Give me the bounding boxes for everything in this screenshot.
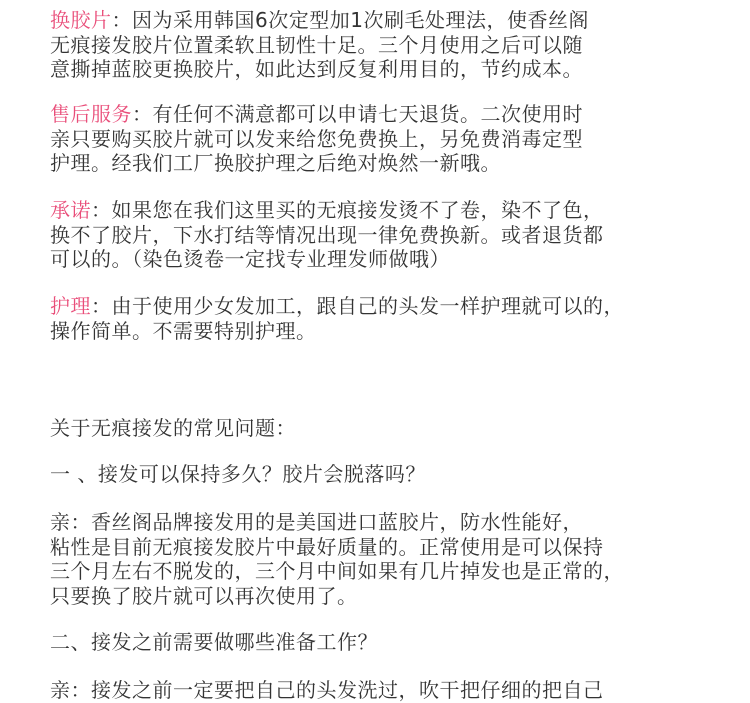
faq-answer-1-line-3: 三个月左右不脱发的，三个月中间如果有几片掉发也是正常的，	[50, 559, 624, 583]
faq-answer-1-line-4: 只要换了胶片就可以再次使用了。	[50, 583, 358, 608]
promise-text-1: 如果您在我们这里买的无痕接发烫不了卷，染不了色，	[111, 198, 604, 222]
label-separator: ：	[132, 102, 153, 126]
label-separator: ：	[111, 8, 132, 32]
label-separator: ：	[91, 294, 112, 318]
faq-answer-2	[50, 678, 730, 703]
glue-replacement-line-1	[50, 8, 730, 33]
after-sales-text-1: 有任何不满意都可以申请七天退货。二次使用时	[152, 102, 583, 126]
faq-question-2: 二、接发之前需要做哪些准备工作？	[50, 630, 378, 654]
after-sales-label: 售后服务	[50, 102, 132, 126]
glue-replacement-label: 换胶片	[50, 8, 112, 32]
faq-question-1: 一 、接发可以保持多久？胶片会脱落吗？	[50, 462, 426, 486]
promise-label: 承诺	[50, 198, 91, 222]
faq-answer-1	[50, 510, 730, 608]
faq-answer-1-line-2: 粘性是目前无痕接发胶片中最好质量的。正常使用是可以保持	[50, 534, 604, 559]
after-sales-paragraph	[50, 102, 730, 176]
promise-paragraph	[50, 198, 730, 272]
glue-replacement-text-1: 因为采用韩国6次定型加1次刷毛处理法，使香丝阁	[132, 8, 589, 32]
faq-answer-2-line-1: 亲：接发之前一定要把自己的头发洗过，吹干把仔细的把自己	[50, 678, 604, 702]
promise-line-1	[50, 198, 730, 223]
glue-replacement-paragraph	[50, 8, 730, 82]
care-text-1: 由于使用少女发加工，跟自己的头发一样护理就可以的，	[111, 294, 624, 318]
after-sales-line-1	[50, 102, 730, 127]
care-line-2: 操作简单。不需要特别护理。	[50, 318, 317, 343]
after-sales-line-3: 护理。经我们工厂换胶护理之后绝对焕然一新哦。	[50, 151, 501, 175]
care-paragraph	[50, 294, 730, 343]
care-line-1	[50, 294, 730, 319]
promise-line-3: 可以的。（染色烫卷一定找专业理发师做哦）	[50, 247, 450, 271]
label-separator: ：	[91, 198, 112, 222]
glue-replacement-line-3: 意撕掉蓝胶更换胶片，如此达到反复利用目的，节约成本。	[50, 57, 583, 81]
glue-replacement-line-2: 无痕接发胶片位置柔软且韧性十足。三个月使用之后可以随	[50, 32, 583, 57]
faq-answer-1-line-1: 亲：香丝阁品牌接发用的是美国进口蓝胶片，防水性能好，	[50, 510, 583, 534]
faq-heading: 关于无痕接发的常见问题：	[50, 416, 296, 440]
after-sales-line-2: 亲只要购买胶片就可以发来给您免费换上，另免费消毒定型	[50, 126, 583, 151]
promise-line-2: 换不了胶片，下水打结等情况出现一律免费换新。或者退货都	[50, 222, 604, 247]
care-label: 护理	[50, 294, 91, 318]
